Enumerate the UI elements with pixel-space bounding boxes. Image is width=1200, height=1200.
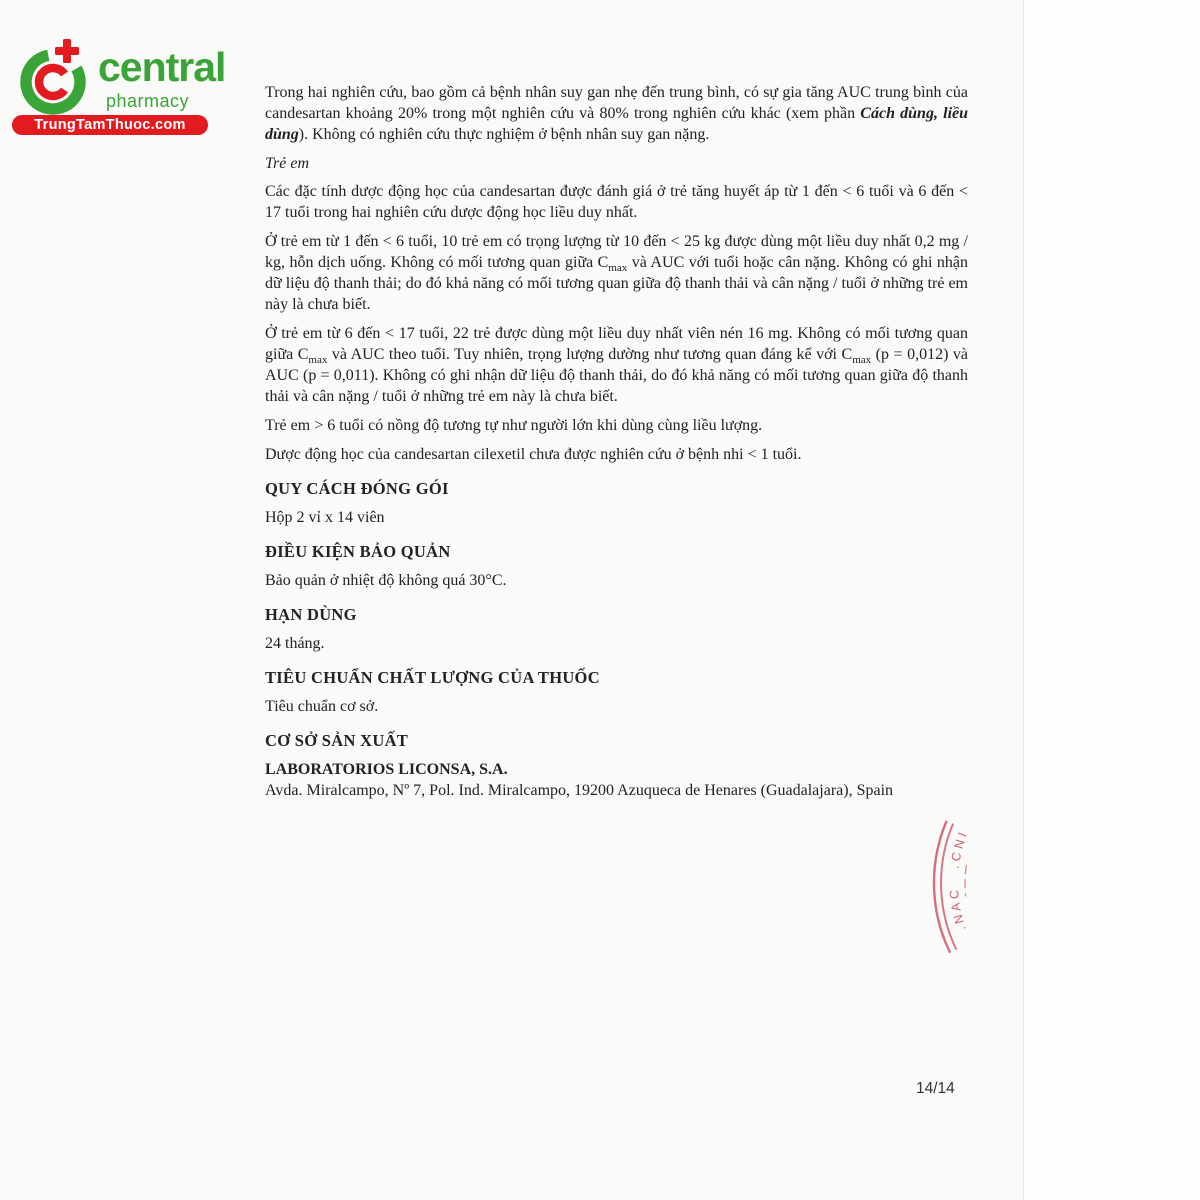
logo-subtitle-text: pharmacy: [106, 91, 190, 111]
section-shelf-life: [265, 604, 968, 654]
paragraph-age-1-to-6: [265, 231, 968, 315]
pharmacy-logo: [0, 0, 230, 150]
subheading-children: Trẻ em: [265, 155, 309, 172]
text-run: Ở trẻ em từ 1 đến < 6 tuổi, 10 trẻ em có trọng lượng từ 10 đến < 25 kg được dùng một liều duy nhất 0,2 mg / kg, hỗn dịch uống. Không có mối tương quan giữa C: [265, 233, 968, 271]
logo-site-badge: TrungTamThuoc.com: [12, 115, 208, 135]
text-run: Trong hai nghiên cứu, bao gồm cả bệnh nhân suy gan nhẹ đến trung bình, có sự gia tăng AUC trung bình của candesartan khoảng 20% trong một nghiên cứu và 80% trong nghiên cứu khác (xem phần: [265, 84, 968, 122]
scan-page-edge: [1023, 0, 1200, 1200]
section-body: Tiêu chuẩn cơ sở.: [265, 698, 379, 715]
paragraph-concentration: Trẻ em > 6 tuổi có nồng độ tương tự như người lớn khi dùng cùng liều lượng.: [265, 417, 763, 434]
section-heading: QUY CÁCH ĐÓNG GÓI: [265, 479, 449, 498]
section-heading: ĐIỀU KIỆN BẢO QUẢN: [265, 542, 451, 561]
page-number: 14/14: [916, 1080, 955, 1097]
subscript-max: max: [852, 354, 872, 367]
section-heading: TIÊU CHUẨN CHẤT LƯỢNG CỦA THUỐC: [265, 668, 600, 687]
stamp-text-bottom: .NAC: [946, 886, 969, 933]
logo-mark-icon: [14, 38, 98, 116]
text-run-bold-italic: Cách dùng, liều dùng: [265, 105, 969, 143]
logo-brand-text: central: [98, 44, 226, 90]
stamp-dashed-arc: [965, 865, 966, 896]
text-run: và AUC với tuổi hoặc cân nặng. Không có ghi nhận dữ liệu độ thanh thải; do đó khả năng có mối tương quan giữa độ thanh thải và cân nặng / tuổi ở những trẻ em này là chưa biết.: [265, 254, 968, 313]
plus-icon: [55, 39, 79, 63]
manufacturer-address: Avda. Miralcampo, Nº 7, Pol. Ind. Miralcampo, 19200 Azuqueca de Henares (Guadalajara), Spain: [265, 782, 894, 799]
section-body: Bảo quản ở nhiệt độ không quá 30°C.: [265, 572, 507, 589]
section-heading: HẠN DÙNG: [265, 605, 357, 624]
section-body: 24 tháng.: [265, 635, 325, 652]
text-run: (p = 0,012) và AUC (p = 0,011). Không có ghi nhận dữ liệu độ thanh thải, do đó khả năng có mối tương quan giữa độ thanh thải và cân nặng / tuổi ở những trẻ em này là chưa biết.: [265, 346, 969, 405]
paragraph-children-intro: Các đặc tính dược động học của candesartan được đánh giá ở trẻ tăng huyết áp từ 1 đến < 6 tuổi và 6 đến < 17 tuổi trong hai nghiên cứu dược động học liều duy nhất.: [265, 183, 968, 221]
text-run: và AUC theo tuổi. Tuy nhiên, trọng lượng dường như tương quan đáng kể với C: [327, 346, 853, 363]
section-quality-standard: [265, 667, 968, 717]
section-packaging: [265, 478, 968, 528]
paragraph-age-6-to-17: [265, 323, 968, 407]
text-run: Ở trẻ em từ 6 đến < 17 tuổi, 22 trẻ được dùng một liều duy nhất viên nén 16 mg. Không có mối tương quan giữa C: [265, 325, 968, 363]
subscript-max: max: [608, 262, 628, 275]
text-run: ). Không có nghiên cứu thực nghiệm ở bệnh nhân suy gan nặng.: [298, 126, 710, 143]
section-storage: [265, 541, 968, 591]
document-body: [265, 0, 968, 801]
logo-red-c-arc: [39, 68, 64, 96]
paragraph-liver-studies: [265, 82, 968, 145]
subscript-max: max: [308, 354, 328, 367]
stamp-text-top: .CNI: [947, 827, 972, 870]
section-body: Hộp 2 vỉ x 14 viên: [265, 509, 385, 526]
red-stamp-icon: [898, 793, 1022, 983]
section-heading: CƠ SỞ SẢN XUẤT: [265, 731, 409, 750]
section-manufacturer: [265, 730, 968, 801]
logo-green-c-arc: [26, 55, 80, 109]
paragraph-infants: Dược động học của candesartan cilexetil chưa được nghiên cứu ở bệnh nhi < 1 tuổi.: [265, 446, 802, 463]
manufacturer-name: LABORATORIOS LICONSA, S.A.: [265, 761, 508, 778]
